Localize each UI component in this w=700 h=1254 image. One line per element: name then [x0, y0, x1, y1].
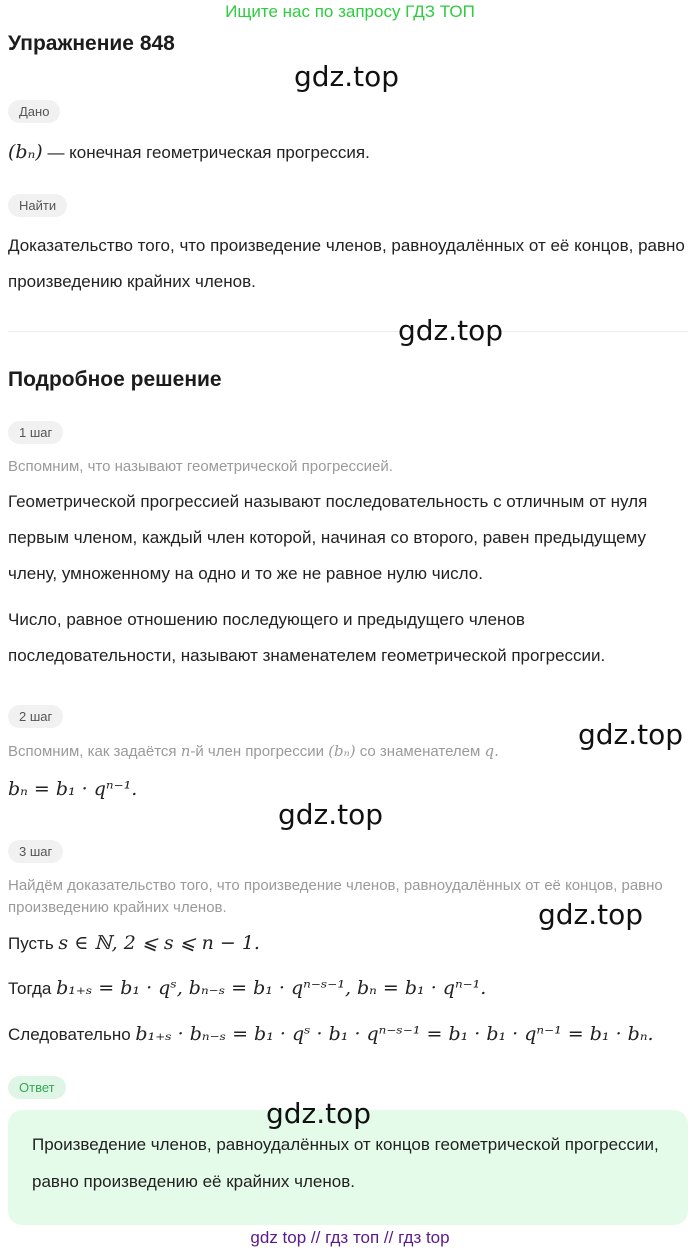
step3-hint: Найдём доказательство того, что произведение членов, равноудалённых от её концов, равно произведению крайних членов.	[8, 877, 663, 916]
given-formula: (bₙ)	[8, 141, 43, 163]
step1-chip: 1 шаг	[8, 421, 63, 444]
line-label: Следовательно	[8, 1025, 131, 1044]
step3-line2	[8, 970, 688, 1007]
hint-math: q.	[484, 742, 499, 760]
given-text: — конечная геометрическая прогрессия.	[47, 143, 370, 162]
line-formula: b₁₊ₛ = b₁ · qˢ, bₙ₋ₛ = b₁ · qⁿ⁻ˢ⁻¹, bₙ = b₁ · qⁿ⁻¹.	[56, 977, 487, 999]
page-title: Упражнение 848	[8, 32, 175, 55]
given-chip: Дано	[8, 100, 60, 123]
step1-paragraph1: Геометрической прогрессией называют последовательность с отличным от нуля первым членом, каждый член которой, начиная со второго, равен предыдущему члену, умноженному на одно и то же не равное нулю число.	[8, 492, 648, 583]
top-banner: Ищите нас по запросу ГДЗ ТОП	[225, 2, 475, 21]
step3-line3	[8, 1016, 688, 1053]
answer-text: Произведение членов, равноудалённых от концов геометрической прогрессии, равно произведению её крайних членов.	[32, 1135, 659, 1191]
footer-links: gdz top // гдз топ // гдз top	[250, 1228, 450, 1247]
watermark: gdz.top	[278, 798, 384, 831]
step2-chip: 2 шаг	[8, 705, 63, 728]
line-label: Пусть	[8, 934, 54, 953]
line-formula: s ∈ ℕ, 2 ⩽ s ⩽ n − 1.	[58, 932, 260, 954]
hint-math: (bₙ)	[328, 742, 356, 760]
divider	[8, 331, 688, 332]
step3-line1	[8, 925, 688, 962]
step1-hint: Вспомним, что называют геометрической прогрессией.	[8, 458, 393, 475]
step2-hint	[8, 740, 688, 763]
hint-text: Вспомним, как задаётся	[8, 743, 177, 760]
step3-chip: 3 шаг	[8, 840, 63, 863]
watermark: gdz.top	[398, 314, 504, 347]
hint-text: со знаменателем	[359, 743, 481, 760]
watermark: gdz.top	[266, 1097, 372, 1130]
watermark: gdz.top	[294, 60, 400, 93]
find-chip: Найти	[8, 194, 67, 217]
answer-chip: Ответ	[8, 1076, 66, 1099]
watermark: gdz.top	[538, 898, 644, 931]
step2-formula: bₙ = b₁ · qⁿ⁻¹.	[8, 778, 138, 800]
hint-text: -й член прогрессии	[190, 743, 325, 760]
hint-math: n	[180, 742, 191, 760]
find-text: Доказательство того, что произведение членов, равноудалённых от её концов, равно произведению крайних членов.	[8, 236, 685, 291]
watermark: gdz.top	[578, 718, 684, 751]
line-label: Тогда	[8, 979, 52, 998]
given-statement	[8, 134, 688, 171]
line-formula: b₁₊ₛ · bₙ₋ₛ = b₁ · qˢ · b₁ · qⁿ⁻ˢ⁻¹ = b₁ · b₁ · qⁿ⁻¹ = b₁ · bₙ.	[135, 1023, 654, 1045]
step1-paragraph2: Число, равное отношению последующего и предыдущего членов последовательности, называют знаменателем геометрической прогрессии.	[8, 610, 606, 665]
solution-title: Подробное решение	[8, 368, 222, 391]
